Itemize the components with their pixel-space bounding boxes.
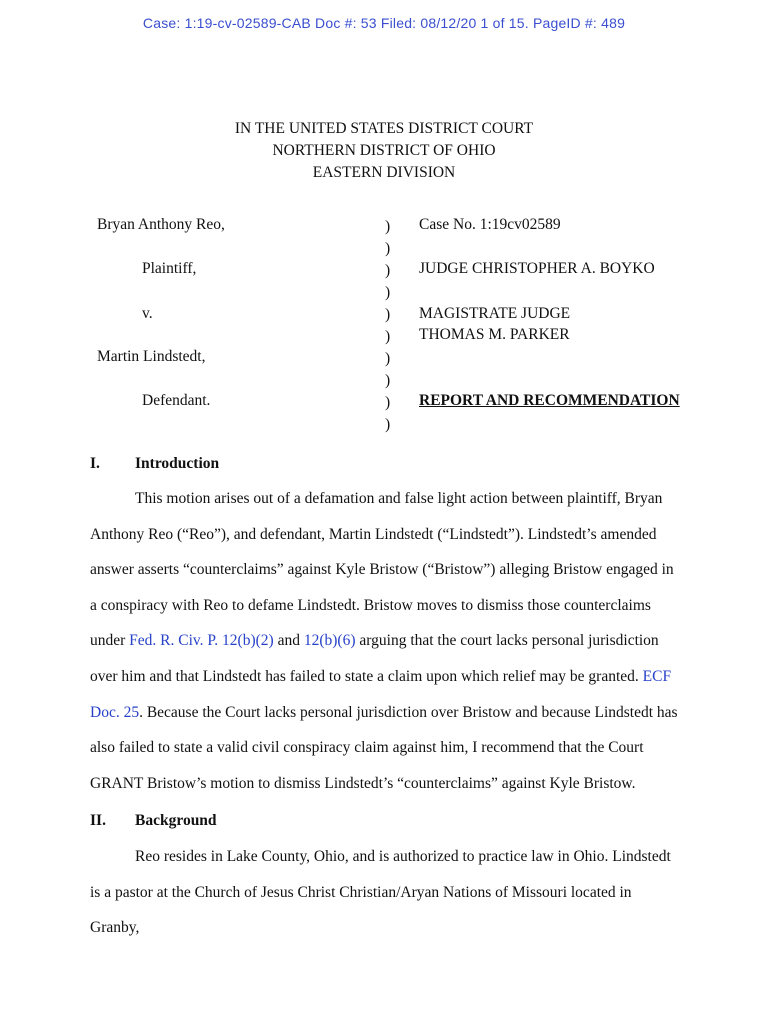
paren: ) (385, 328, 391, 345)
rule-12b2-link[interactable]: Fed. R. Civ. P. 12(b)(2) (129, 632, 274, 650)
magistrate-name: THOMAS M. PARKER (419, 326, 570, 343)
background-text: Reo resides in Lake County, Ohio, and is authorized to practice law in Ohio. Lindstedt is a pastor at the Church of Jesus Christ Christian/Aryan Nations of Missouri located in Granby, (90, 848, 671, 937)
paren: ) (385, 240, 391, 257)
paren: ) (385, 394, 391, 411)
introduction-paragraph (90, 481, 680, 801)
ecf-doc-25-link[interactable]: ECF Doc. 25 (90, 667, 672, 721)
intro-text: . Because the Court lacks personal jurisdiction over Bristow and because Lindstedt has also failed to state a valid civil conspiracy claim against him, I recommend that the Court GRANT Bristow’s motion to dismiss Lindstedt’s “counterclaims” against Kyle Bristow. (90, 703, 678, 792)
section-number: I. (90, 455, 100, 472)
defendant-name: Martin Lindstedt, (97, 348, 206, 365)
paren: ) (385, 416, 391, 433)
intro-text: arguing that the court lacks personal jurisdiction over him and that Lindstedt has failed to state a claim upon which relief may be granted. (90, 632, 659, 685)
paren: ) (385, 262, 391, 279)
caption-parentheses (385, 216, 390, 436)
rule-12b6-link[interactable]: 12(b)(6) (303, 632, 356, 650)
paren: ) (385, 306, 391, 323)
court-name: IN THE UNITED STATES DISTRICT COURT (234, 120, 534, 137)
plaintiff-role: Plaintiff, (142, 260, 197, 277)
section-heading-introduction (90, 455, 219, 473)
section-title: Introduction (135, 455, 220, 472)
paren: ) (385, 350, 391, 367)
filing-header-stamp: Case: 1:19-cv-02589-CAB Doc #: 53 Filed: 08/12/20 1 of 15. PageID #: 489 (142, 15, 626, 31)
judge-name: JUDGE CHRISTOPHER A. BOYKO (419, 260, 655, 277)
paren: ) (385, 284, 391, 301)
paren: ) (385, 372, 391, 389)
court-heading (0, 118, 768, 184)
court-district: NORTHERN DISTRICT OF OHIO (272, 142, 496, 159)
plaintiff-name: Bryan Anthony Reo, (97, 216, 225, 233)
section-title: Background (135, 812, 217, 829)
intro-text: and (273, 632, 304, 650)
background-paragraph (90, 839, 680, 946)
section-heading-background (90, 812, 217, 830)
paren: ) (385, 218, 391, 235)
defendant-role: Defendant. (142, 392, 211, 409)
document-title: REPORT AND RECOMMENDATION (419, 392, 680, 409)
section-number: II. (90, 812, 106, 829)
case-number: Case No. 1:19cv02589 (419, 216, 561, 233)
magistrate-title: MAGISTRATE JUDGE (419, 305, 571, 322)
intro-text: This motion arises out of a defamation and false light action between plaintiff, Bryan Anthony Reo (“Reo”), and defendant, Martin Lindstedt (“Lindstedt”). Lindstedt’s amended answer asserts “counterclaims” against Kyle Bristow (“Bristow”) alleging Bristow engaged in a conspiracy with Reo to defame Lindstedt. Bristow moves to dismiss those counterclaims under (90, 490, 674, 650)
court-division: EASTERN DIVISION (312, 164, 456, 181)
versus: v. (142, 305, 153, 322)
